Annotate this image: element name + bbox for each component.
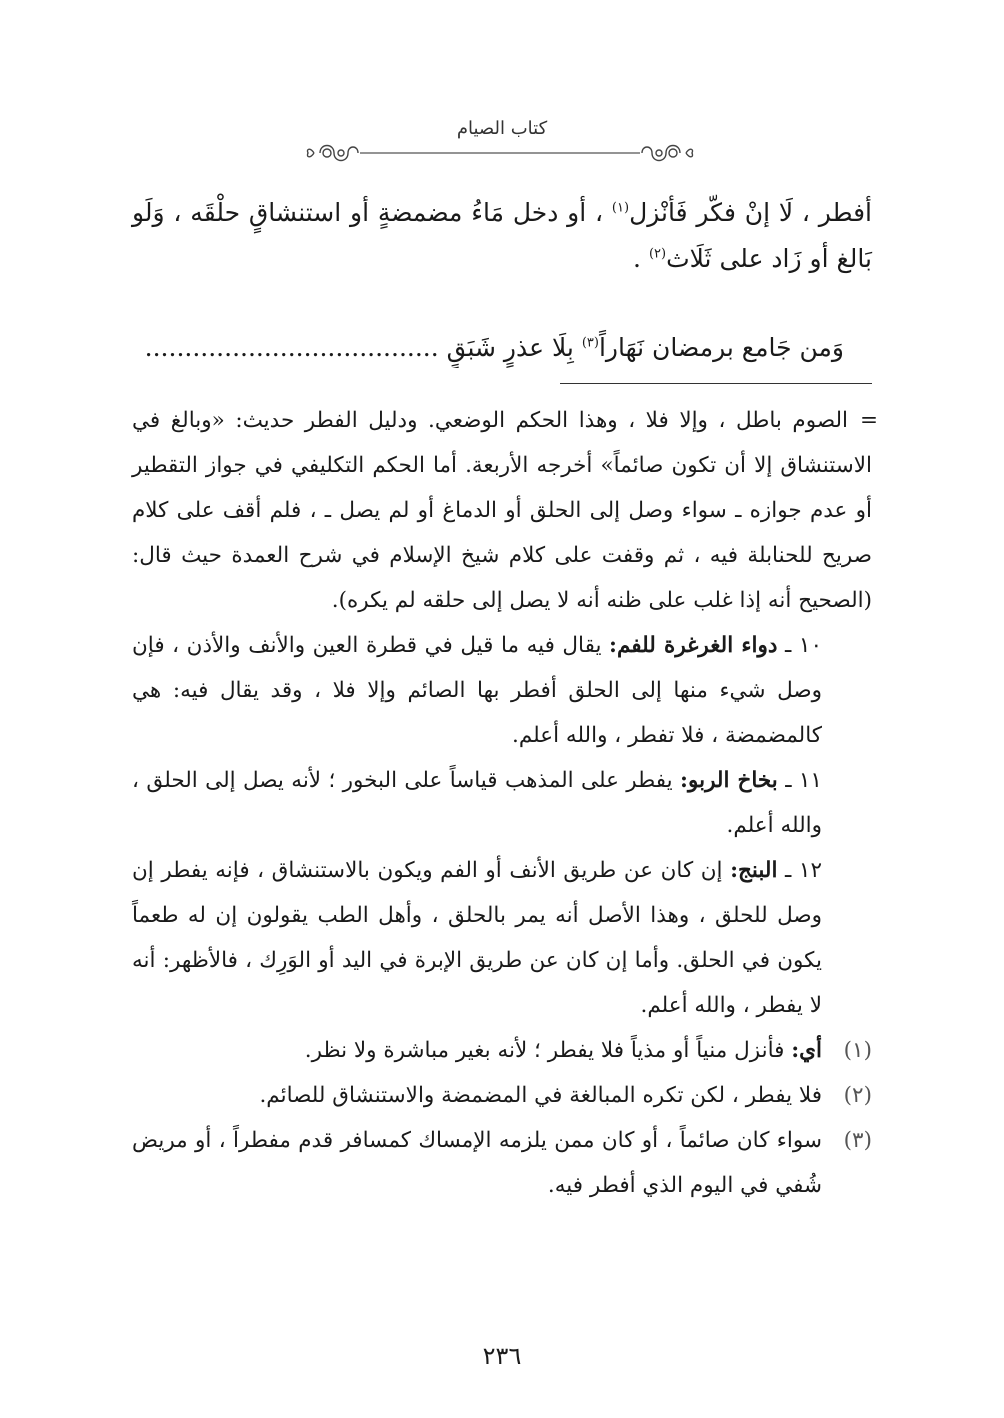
notes-section — [132, 398, 878, 1208]
footnote-divider — [560, 383, 872, 384]
verse-dots: ..................................... — [144, 333, 439, 362]
running-header-title: كتاب الصيام — [456, 118, 548, 139]
footnote-1 — [132, 1028, 872, 1073]
item-11-text: يفطر على المذهب قياساً على البخور ؛ لأنه يصل إلى الحلق ، والله أعلم. — [132, 768, 822, 838]
footnote-ref-3: (٣) — [581, 335, 599, 351]
footnote-number: (٢) — [843, 1083, 872, 1108]
item-10-number: ١٠ ـ — [785, 633, 822, 658]
item-10-text: يقال فيه ما قيل في قطرة العين والأنف والأذن ، فإن وصل شيء منها إلى الحلق أفطر بها الصائم وإلا فلا ، وقد يقال فيه: هي كالمضمضة ، فلا تفطر ، والله أعلم. — [132, 633, 822, 748]
item-12-number: ١٢ ـ — [785, 858, 822, 883]
main-text — [132, 190, 872, 282]
item-11-title: بخاخ الربو: — [680, 768, 778, 793]
footnote-body: سواء كان صائماً ، أو كان ممن يلزمه الإمساك كمسافر قدم مفطراً ، أو مريض شُفي في اليوم الذي أفطر فيه. — [132, 1128, 822, 1198]
item-10-title: دواء الغرغرة للفم: — [609, 633, 778, 658]
footnote-bold: أي: — [791, 1038, 822, 1063]
note-paragraph-1: الصوم باطل ، وإلا فلا ، وهذا الحكم الوضعي. ودليل الفطر حديث: «وبالغ في الاستنشاق إلا أن تكون صائماً» أخرجه الأربعة. أما الحكم التكليفي في جواز التقطير أو عدم جوازه ـ سواء وصل إلى الحلق أو الدماغ أو لم يصل ـ ، فلم أقف على كلام صريح للحنابلة فيه ، ثم وقفت على كلام شيخ الإسلام في شرح العمدة حيث قال: (الصحيح أنه إذا غلب على ظنه أنه لا يصل إلى حلقه لم يكره). — [132, 408, 872, 613]
verse-part-a: وَمن جَامع برمضان نَهَاراً — [598, 333, 844, 362]
footnote-number: (٣) — [843, 1128, 872, 1153]
main-line-1b: ، أو دخل مَاءُ مضمضةٍ أو استنشاقٍ حلْقَه ، وَلَو بَالغ أو زَاد على ثَلَاث — [132, 198, 872, 273]
main-line-1c: . — [633, 244, 641, 273]
verse-line — [132, 328, 872, 368]
footnote-ref-1: (١) — [611, 200, 630, 216]
footnote-3 — [132, 1118, 872, 1208]
continuation-mark: = — [859, 408, 878, 433]
footnote-2 — [132, 1073, 872, 1118]
item-11-number: ١١ ـ — [785, 768, 822, 793]
footnote-number: (١) — [843, 1038, 872, 1063]
footnote-body: فلا يفطر ، لكن تكره المبالغة في المضمضة والاستنشاق للصائم. — [259, 1083, 822, 1108]
main-line-1: أفطر ، لَا إنْ فكّر فَأنْزل — [629, 198, 872, 227]
item-12-text: إن كان عن طريق الأنف أو الفم ويكون بالاستنشاق ، فإنه يفطر إن وصل للحلق ، وهذا الأصل أنه يمر بالحلق ، وأهل الطب يقولون إن له طعماً يكون في الحلق. وأما إن كان عن طريق الإبرة في اليد أو الوَرِك ، فالأظهر: أنه لا يفطر ، والله أعلم. — [132, 858, 822, 1018]
item-12-title: البنج: — [730, 858, 778, 883]
footnote-text — [132, 1028, 822, 1073]
verse-part-b: بِلَا عذرٍ شَبَقٍ — [446, 333, 574, 362]
footnote-body: فأنزل منياً أو مذياً فلا يفطر ؛ لأنه بغير مباشرة ولا نظر. — [304, 1038, 785, 1063]
header-ornament — [300, 138, 700, 168]
footnote-ref-2: (٢) — [648, 246, 667, 262]
page-number: ٢٣٦ — [482, 1342, 522, 1370]
